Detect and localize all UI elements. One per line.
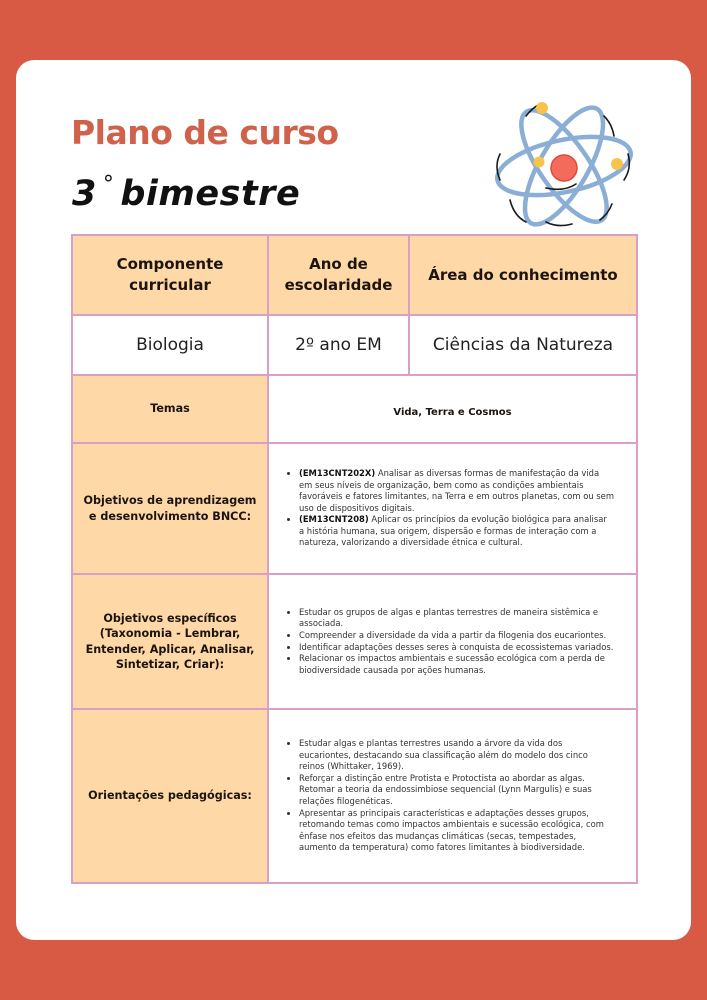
header-cell-componente: Componente curricular (72, 235, 268, 315)
table-header-row (72, 235, 637, 315)
header-cell-area: Área do conhecimento (409, 235, 637, 315)
electron (536, 102, 548, 114)
especificos-list (269, 607, 636, 677)
list-item: • Estudar os grupos de algas e plantas terrestres de maneira sistêmica e associada. (299, 607, 614, 630)
bimester-number: 3 (72, 174, 97, 214)
orientacoes-label-cell: Orientações pedagógicas: (72, 709, 268, 883)
atom-nucleus (551, 155, 577, 181)
bncc-label-cell: Objetivos de aprendizagem e desenvolvimento BNCC: (72, 443, 268, 574)
bncc-row (72, 443, 637, 574)
bncc-content-cell (268, 443, 637, 574)
header-cell-ano: Ano de escolaridade (268, 235, 409, 315)
especificos-label-cell: Objetivos específicos (Taxonomia - Lembrar, Entender, Aplicar, Analisar, Sintetizar, Criar): (72, 574, 268, 709)
electron (611, 158, 623, 170)
orientacoes-row (72, 709, 637, 883)
list-item: • (EM13CNT202X) Analisar as diversas formas de manifestação da vida em seus níveis de organização, bem como as condições ambientais favoráveis e fatores limitantes, na Terra e em outros planetas, com ou sem uso de dispositivos digitais. (299, 468, 614, 514)
list-item: • Compreender a diversidade da vida a partir da filogenia dos eucariontes. (299, 630, 614, 642)
atom-icon (486, 96, 642, 236)
list-item: • Apresentar as principais características e adaptações desses grupos, retomando temas como impactos ambientais e sucessão ecológica, com ênfase nos efeitos das mudanças climáticas (secas, tempestades, aumento da temperatura) como fatores limitantes à biodiversidade. (299, 808, 614, 854)
orientacoes-list (269, 738, 636, 854)
temas-value-cell: Vida, Terra e Cosmos (268, 375, 637, 443)
value-cell-componente: Biologia (72, 315, 268, 375)
value-cell-area: Ciências da Natureza (409, 315, 637, 375)
temas-row (72, 375, 637, 443)
table-values-row (72, 315, 637, 375)
temas-label-cell: Temas (72, 375, 268, 443)
especificos-row (72, 574, 637, 709)
page-subtitle (72, 172, 300, 214)
list-item: • (EM13CNT208) Aplicar os princípios da evolução biológica para analisar a história humana, sua origem, dispersão e formas de interação com a natureza, valorizando a diversidade étnica e cultural. (299, 514, 614, 549)
bimester-label: bimestre (120, 174, 301, 214)
list-item: • Reforçar a distinção entre Protista e Protoctista ao abordar as algas. Retomar a teoria da endossimbiose sequencial (Lynn Margulis) e suas relações filogenéticas. (299, 773, 614, 808)
degree-symbol: ° (102, 172, 115, 197)
electron (534, 157, 545, 168)
list-item: • Estudar algas e plantas terrestres usando a árvore da vida dos eucariontes, destacando sua classificação além do modelo dos cinco reinos (Whittaker, 1969). (299, 738, 614, 773)
especificos-content-cell (268, 574, 637, 709)
list-item: • Relacionar os impactos ambientais e sucessão ecológica com a perda de biodiversidade causada por ações humanas. (299, 653, 614, 676)
course-plan-table (71, 234, 638, 884)
page-title: Plano de curso (71, 113, 339, 152)
orientacoes-content-cell (268, 709, 637, 883)
value-cell-ano: 2º ano EM (268, 315, 409, 375)
list-item: • Identificar adaptações desses seres à conquista de ecossistemas variados. (299, 642, 614, 654)
bncc-list (269, 468, 636, 549)
